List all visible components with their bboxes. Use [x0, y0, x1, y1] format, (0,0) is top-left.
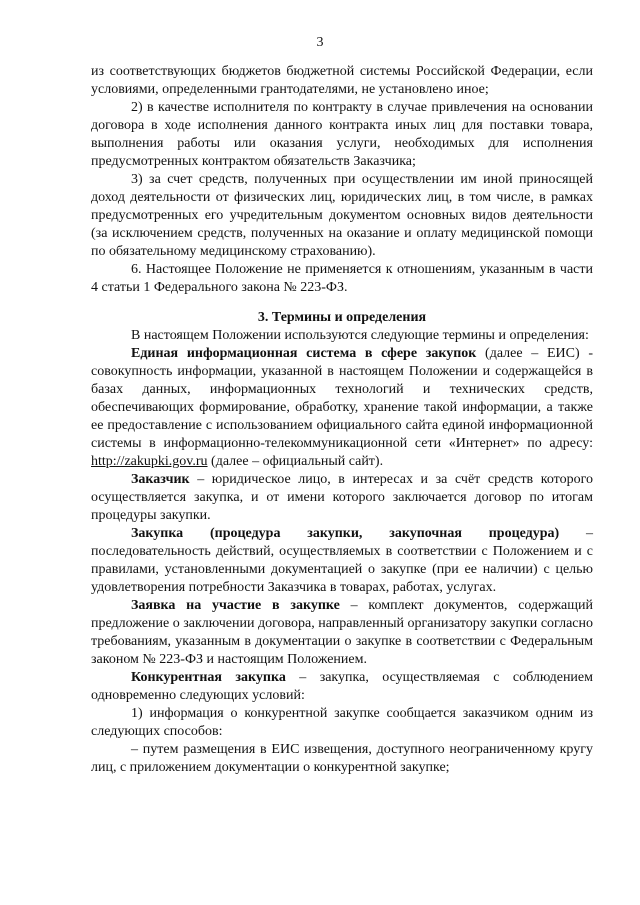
definition-application: [91, 597, 593, 669]
paragraph-item-2: 2) в качестве исполнителя по контракту в случае привлечения на основании договора в ходе исполнения данного контракта иных лиц для поставки товара, выполнения работы или оказания услуги, необходимых для исполнения предусмотренных контрактом обязательств Заказчика;: [91, 100, 593, 169]
condition-1-dash: – путем размещения в ЕИС извещения, доступного неограниченному кругу лиц, с приложением документации о конкурентной закупке;: [91, 742, 593, 775]
definition-application-text: – комплект документов, содержащий предложение о заключении договора, направленный организатору закупки согласно требованиям, указанным в документации о закупке в соответствии с Федеральным законом № 223-ФЗ и настоящим Положением.: [91, 598, 594, 667]
definition-eis-text-end: (далее – официальный сайт).: [207, 454, 384, 469]
definition-purchase: [91, 525, 593, 597]
term-application: Заявка на участие в закупке: [131, 598, 340, 613]
definition-competitive-text: – закупка, осуществляемая с соблюдением одновременно следующих условий:: [91, 670, 593, 703]
paragraph-item-3: 3) за счет средств, полученных при осуществлении им иной приносящей доход деятельности от физических лиц, юридических лиц, в том числе, в рамках предусмотренных его учредительным документом основных видов деятельности (за исключением средств, полученных на оказание и оплату медицинской помощи по обязательному медицинскому страхованию).: [91, 172, 593, 259]
condition-1: 1) информация о конкурентной закупке сообщается заказчиком одним из следующих способов:: [91, 706, 593, 739]
definition-competitive: [91, 669, 593, 705]
term-customer: Заказчик: [131, 472, 190, 487]
term-purchase: Закупка (процедура закупки, закупочная процедура): [131, 526, 560, 541]
term-eis: Единая информационная система в сфере закупок: [131, 346, 477, 361]
definition-purchase-text: – последовательность действий, осуществляемых в соответствии с Положением и с правилами, установленными документацией о закупке (при ее наличии) с целью удовлетворения потребности Заказчика в товарах, работах, услугах.: [91, 526, 593, 595]
definition-customer-text: – юридическое лицо, в интересах и за счёт средств которого осуществляется закупка, и от имени которого заключается договор по итогам процедуры закупки.: [91, 472, 593, 523]
zakupki-link[interactable]: http://zakupki.gov.ru: [91, 454, 208, 469]
definition-customer: [91, 471, 593, 525]
document-body: [91, 63, 593, 777]
term-competitive: Конкурентная закупка: [131, 670, 286, 685]
definition-eis-text: (далее – ЕИС) - совокупность информации, указанной в настоящем Положении и содержащейся в базах данных, информационных технологий и технических средств, обеспечивающих формирование, обработку, хранение такой информации, а также ее предоставление с использованием официального сайта единой информационной системы в информационно-телекоммуникационной сети «Интернет» по адресу:: [91, 346, 593, 451]
paragraph-intro: В настоящем Положении используются следующие термины и определения:: [131, 328, 589, 343]
page-number: 3: [316, 35, 324, 50]
paragraph-continuation: из соответствующих бюджетов бюджетной системы Российской Федерации, если условиями, определенными грантодателями, не установлено иное;: [91, 64, 593, 97]
paragraph-item-6: 6. Настоящее Положение не применяется к отношениям, указанным в части 4 статьи 1 Федерального закона № 223-ФЗ.: [91, 262, 593, 295]
section-title: 3. Термины и определения: [257, 310, 427, 325]
definition-eis: [91, 345, 593, 471]
